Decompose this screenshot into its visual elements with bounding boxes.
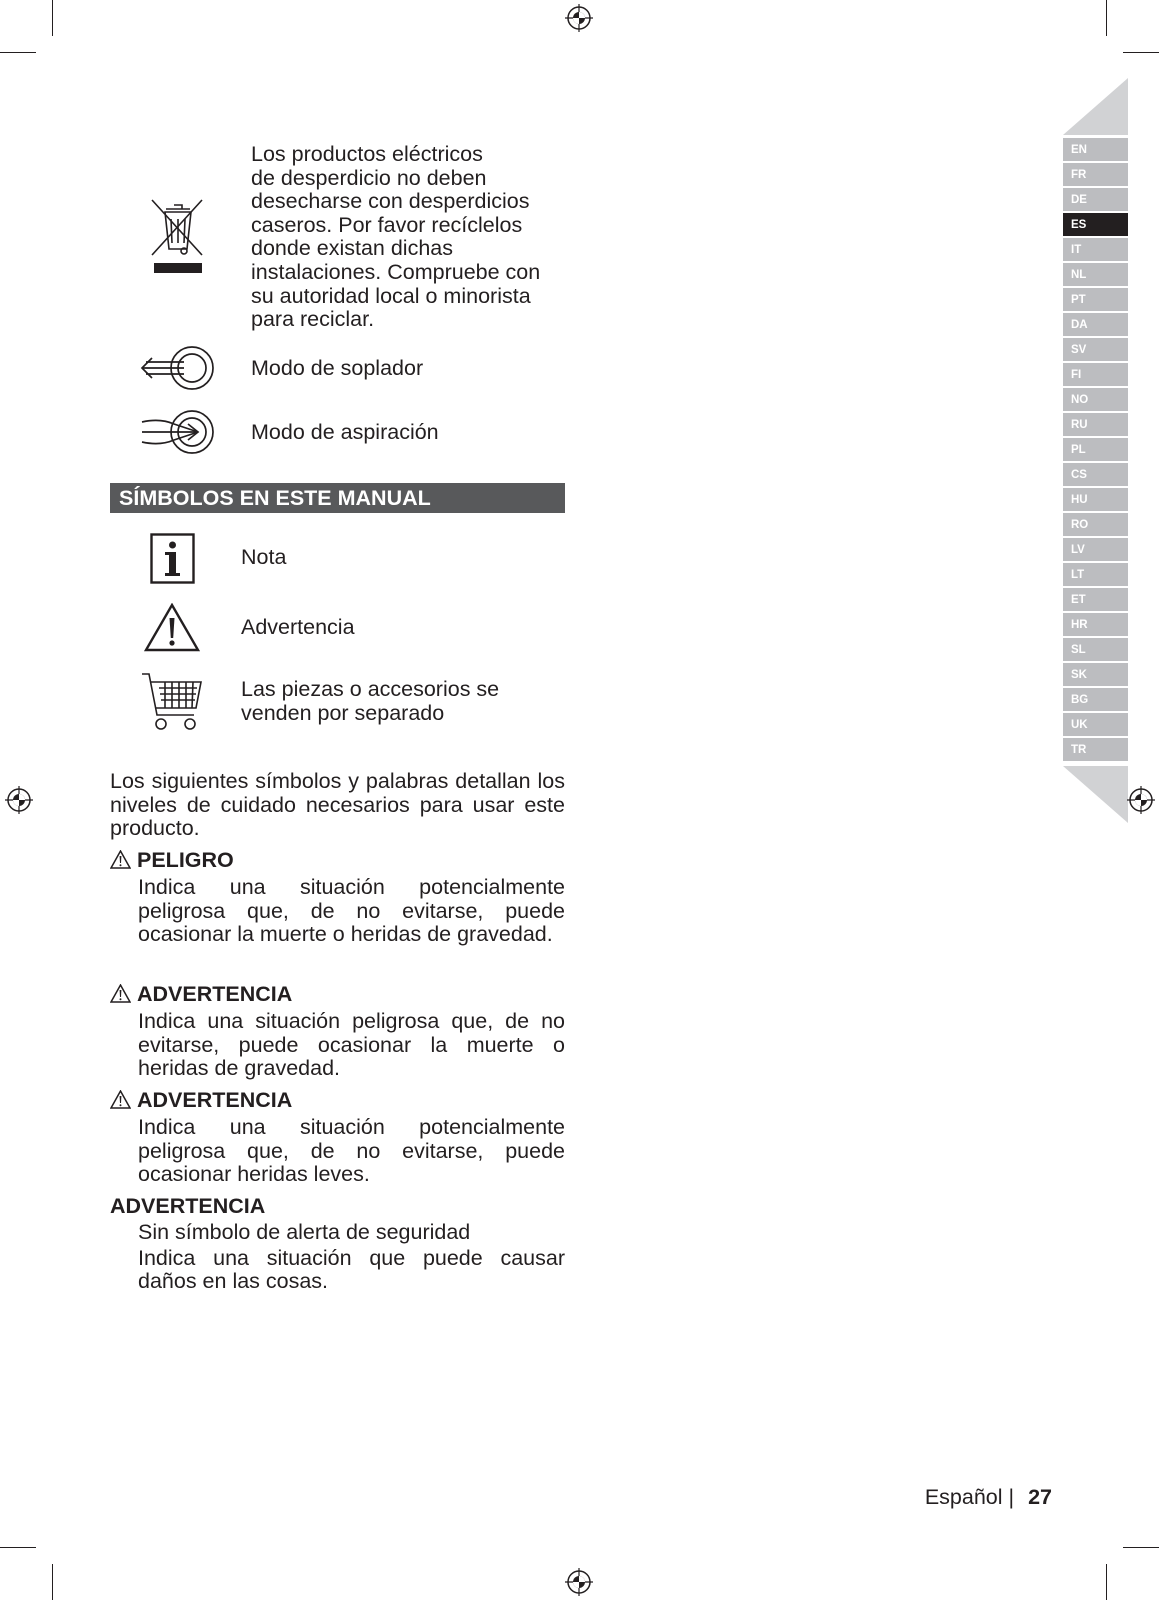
language-tab-bg: BG [1063,688,1128,711]
warning-triangle-icon [144,603,200,653]
level-advertencia-3 [110,1194,565,1294]
text-line: desecharse con desperdicios [251,189,530,214]
alert-triangle-icon [110,1090,131,1109]
registration-mark-icon [5,786,33,814]
registration-mark-icon [1127,786,1155,814]
language-tab-de: DE [1063,188,1128,211]
text-line: su autoridad local o minorista [251,283,531,308]
level-advertencia-2 [110,1088,565,1187]
language-tab-lt: LT [1063,563,1128,586]
vacuum-mode-label: Modo de aspiración [251,420,439,444]
language-tab-es: ES [1063,213,1128,236]
crop-mark [1123,52,1159,53]
info-icon [150,533,195,584]
language-tab-pt: PT [1063,288,1128,311]
level-title: PELIGRO [137,848,234,872]
language-tab-tr: TR [1063,738,1128,761]
language-tab-cs: CS [1063,463,1128,486]
language-tab-ru: RU [1063,413,1128,436]
text-line: instalaciones. Compruebe con [251,259,541,284]
level-title: ADVERTENCIA [110,1194,266,1218]
text-line: de desperdicio no deben [251,165,487,190]
text-line: caseros. Por favor recíclelos [251,212,523,237]
text-line: Advertencia [241,615,355,639]
crop-mark [1123,1547,1159,1548]
language-tab-et: ET [1063,588,1128,611]
intro-paragraph: Los siguientes símbolos y palabras detallan los niveles de cuidado necesarios para usar este producto. [110,769,565,841]
blower-mode-label: Modo de soplador [251,356,424,380]
language-tab-uk: UK [1063,713,1128,736]
language-tab-pl: PL [1063,438,1128,461]
level-title: ADVERTENCIA [137,982,293,1006]
language-tab-da: DA [1063,313,1128,336]
level-peligro [110,848,565,947]
language-tab-en: EN [1063,138,1128,161]
registration-mark-icon [565,4,593,32]
language-tab-sl: SL [1063,638,1128,661]
level-subtitle: Sin símbolo de alerta de seguridad [138,1220,471,1244]
language-tab-ro: RO [1063,513,1128,536]
note-label [241,546,286,570]
crop-mark [1106,1564,1107,1600]
alert-triangle-icon [110,850,131,869]
text-line: Las piezas o accesorios se [241,677,500,701]
blower-mode-icon [140,344,216,392]
page-footer [900,1485,1052,1510]
level-text: Indica una situación peligrosa que, de no evitarse, puede ocasionar la muerte o heridas de gravedad. [138,1009,565,1081]
level-text: Indica una situación que puede causar daños en las cosas. [138,1245,565,1294]
alert-triangle-icon [110,984,131,1003]
text-line: Los productos eléctricos [251,142,483,166]
crop-mark [52,1564,53,1600]
level-text: Indica una situación potencialmente peligrosa que, de no evitarse, puede ocasionar la muerte o heridas de gravedad. [138,875,565,947]
crossed-out-wheelie-bin-icon [150,197,206,277]
language-tab-fr: FR [1063,163,1128,186]
text-line: donde existan dichas [251,236,454,261]
text-line: Nota [241,545,287,569]
registration-mark-icon [565,1568,593,1596]
level-title: ADVERTENCIA [137,1088,293,1112]
language-tabs [1063,138,1128,763]
footer-language: Español | [924,1485,1015,1509]
language-tab-hu: HU [1063,488,1128,511]
level-advertencia-1 [110,982,565,1081]
text-line: para reciclar. [251,307,375,332]
level-text: Indica una situación potencialmente peligrosa que, de no evitarse, puede ocasionar heridas leves. [138,1115,565,1187]
vacuum-mode-icon [140,408,216,456]
shopping-cart-icon [140,671,204,733]
language-tab-no: NO [1063,388,1128,411]
sold-separately-label [241,678,499,725]
language-tab-nl: NL [1063,263,1128,286]
crop-mark [0,1547,36,1548]
crop-mark [1106,0,1107,36]
crop-mark [52,0,53,36]
page-number: 27 [1028,1485,1052,1509]
crop-mark [0,52,36,53]
warning-label [241,616,355,640]
language-tab-hr: HR [1063,613,1128,636]
language-tab-it: IT [1063,238,1128,261]
language-tab-sv: SV [1063,338,1128,361]
section-title: SÍMBOLOS EN ESTE MANUAL [110,483,565,513]
language-tab-lv: LV [1063,538,1128,561]
language-tab-sk: SK [1063,663,1128,686]
language-tab-fi: FI [1063,363,1128,386]
text-line: venden por separado [241,700,445,725]
disposal-text [251,143,571,332]
